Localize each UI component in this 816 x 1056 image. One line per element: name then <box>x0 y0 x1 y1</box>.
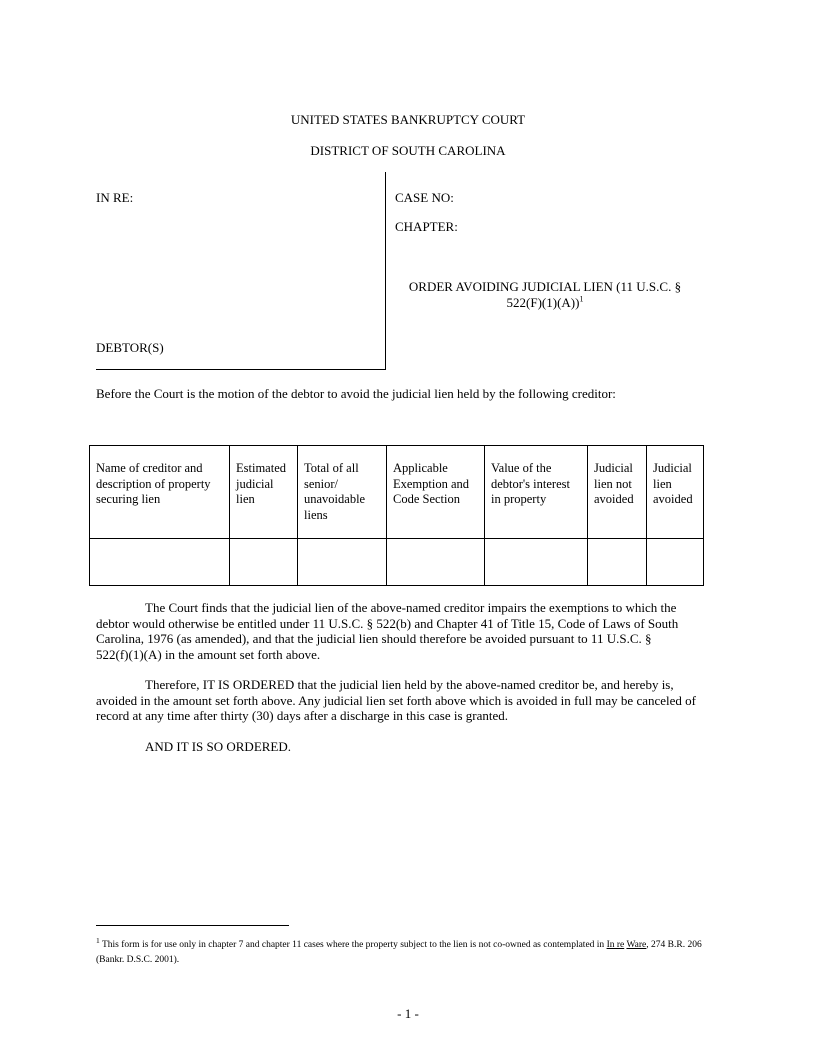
header-line: liens <box>304 507 328 522</box>
order-title-statute: 522(F)(1)(A)) <box>506 295 580 310</box>
header-line: securing lien <box>96 492 161 506</box>
findings-paragraph <box>96 600 721 662</box>
header-lien-not-avoided <box>588 446 647 539</box>
paragraph-line <box>96 677 721 693</box>
paragraph-line: record at any time after thirty (30) days after a discharge in this case is granted. <box>96 708 508 723</box>
header-line: in property <box>491 492 547 506</box>
header-line: Value of the <box>491 461 552 475</box>
paragraph-line: Carolina, 1976 (as amended), and that the judicial lien should therefore be avoided pursuant to 11 U.S.C. § <box>96 631 652 646</box>
header-line: lien <box>653 476 672 491</box>
district-name: DISTRICT OF SOUTH CAROLINA <box>310 143 506 158</box>
table-cell <box>647 539 704 586</box>
caption-horizontal-divider <box>96 369 386 370</box>
order-title <box>395 279 695 311</box>
header-line: judicial <box>236 476 274 491</box>
header-line: Judicial <box>653 461 692 475</box>
footnote-text: This form is for use only in chapter 7 and chapter 11 cases where the property subject to the lien is not co-owned as contemplated in <box>101 940 605 951</box>
ordered-paragraph <box>96 677 721 724</box>
paragraph-line: debtor would otherwise be entitled under 11 U.S.C. § 522(b) and Chapter 41 of Title 15, Code of Laws of South <box>96 615 679 631</box>
table-cell <box>387 539 485 586</box>
table-row <box>90 539 704 586</box>
case-citation-name-cont: Ware <box>626 940 647 951</box>
header-line: Name of creditor and <box>96 461 203 475</box>
header-line: description of property <box>96 476 211 491</box>
paragraph-line <box>96 600 721 616</box>
line-text: Therefore, IT IS ORDERED that the judicial lien held by the above-named creditor be, and hereby is, <box>145 677 674 692</box>
footnote-reference: 1 <box>579 294 584 304</box>
header-lien-avoided <box>647 446 704 539</box>
header-exemption <box>387 446 485 539</box>
so-ordered: AND IT IS SO ORDERED. <box>145 739 292 754</box>
footnote-separator <box>96 925 289 926</box>
chapter-label: CHAPTER: <box>395 219 458 234</box>
header-line: Estimated <box>236 461 286 475</box>
in-re-label: IN RE: <box>96 190 134 205</box>
page-number: - 1 - <box>397 1006 419 1021</box>
order-title-line2 <box>395 295 695 311</box>
caption-vertical-divider <box>385 172 386 370</box>
header-line: avoided <box>594 492 634 506</box>
header-estimated-lien <box>230 446 298 539</box>
header-line: avoided <box>653 492 693 506</box>
header-line: debtor's interest <box>491 476 570 491</box>
table-cell <box>485 539 588 586</box>
header-debtor-interest <box>485 446 588 539</box>
lien-table-header-row <box>90 446 704 539</box>
header-line: Code Section <box>393 492 461 506</box>
debtors-label: DEBTOR(S) <box>96 340 164 355</box>
table-cell <box>230 539 298 586</box>
header-creditor <box>90 446 230 539</box>
case-citation-name: In re <box>606 940 625 951</box>
order-title-line1: ORDER AVOIDING JUDICIAL LIEN (11 U.S.C. § <box>408 279 682 294</box>
court-name: UNITED STATES BANKRUPTCY COURT <box>290 112 526 127</box>
case-citation-reporter: , 274 B.R. 206 (Bankr. D.S.C. 2001). <box>96 940 702 966</box>
footnote <box>96 933 716 968</box>
header-line: Total of all <box>304 461 359 475</box>
table-cell <box>588 539 647 586</box>
lien-table <box>89 445 704 586</box>
footnote-number: 1 <box>96 936 100 945</box>
line-text: The Court finds that the judicial lien of the above-named creditor impairs the exemptions to which the <box>145 600 677 615</box>
header-senior-liens <box>298 446 387 539</box>
motion-intro: Before the Court is the motion of the debtor to avoid the judicial lien held by the following creditor: <box>96 386 616 401</box>
paragraph-line: avoided in the amount set forth above. Any judicial lien set forth above which is avoided in full may be canceled of <box>96 692 696 708</box>
header-line: Exemption and <box>393 476 470 491</box>
header-line: Judicial <box>594 461 633 475</box>
table-cell <box>90 539 230 586</box>
header-line: lien <box>236 492 255 506</box>
table-cell <box>298 539 387 586</box>
header-line: unavoidable <box>304 492 366 506</box>
paragraph-line: 522(f)(1)(A) in the amount set forth above. <box>96 646 321 662</box>
header-line: lien not <box>594 476 632 491</box>
header-line: Applicable <box>393 461 448 475</box>
header-line: senior/ <box>304 476 339 491</box>
case-no-label: CASE NO: <box>395 190 454 205</box>
